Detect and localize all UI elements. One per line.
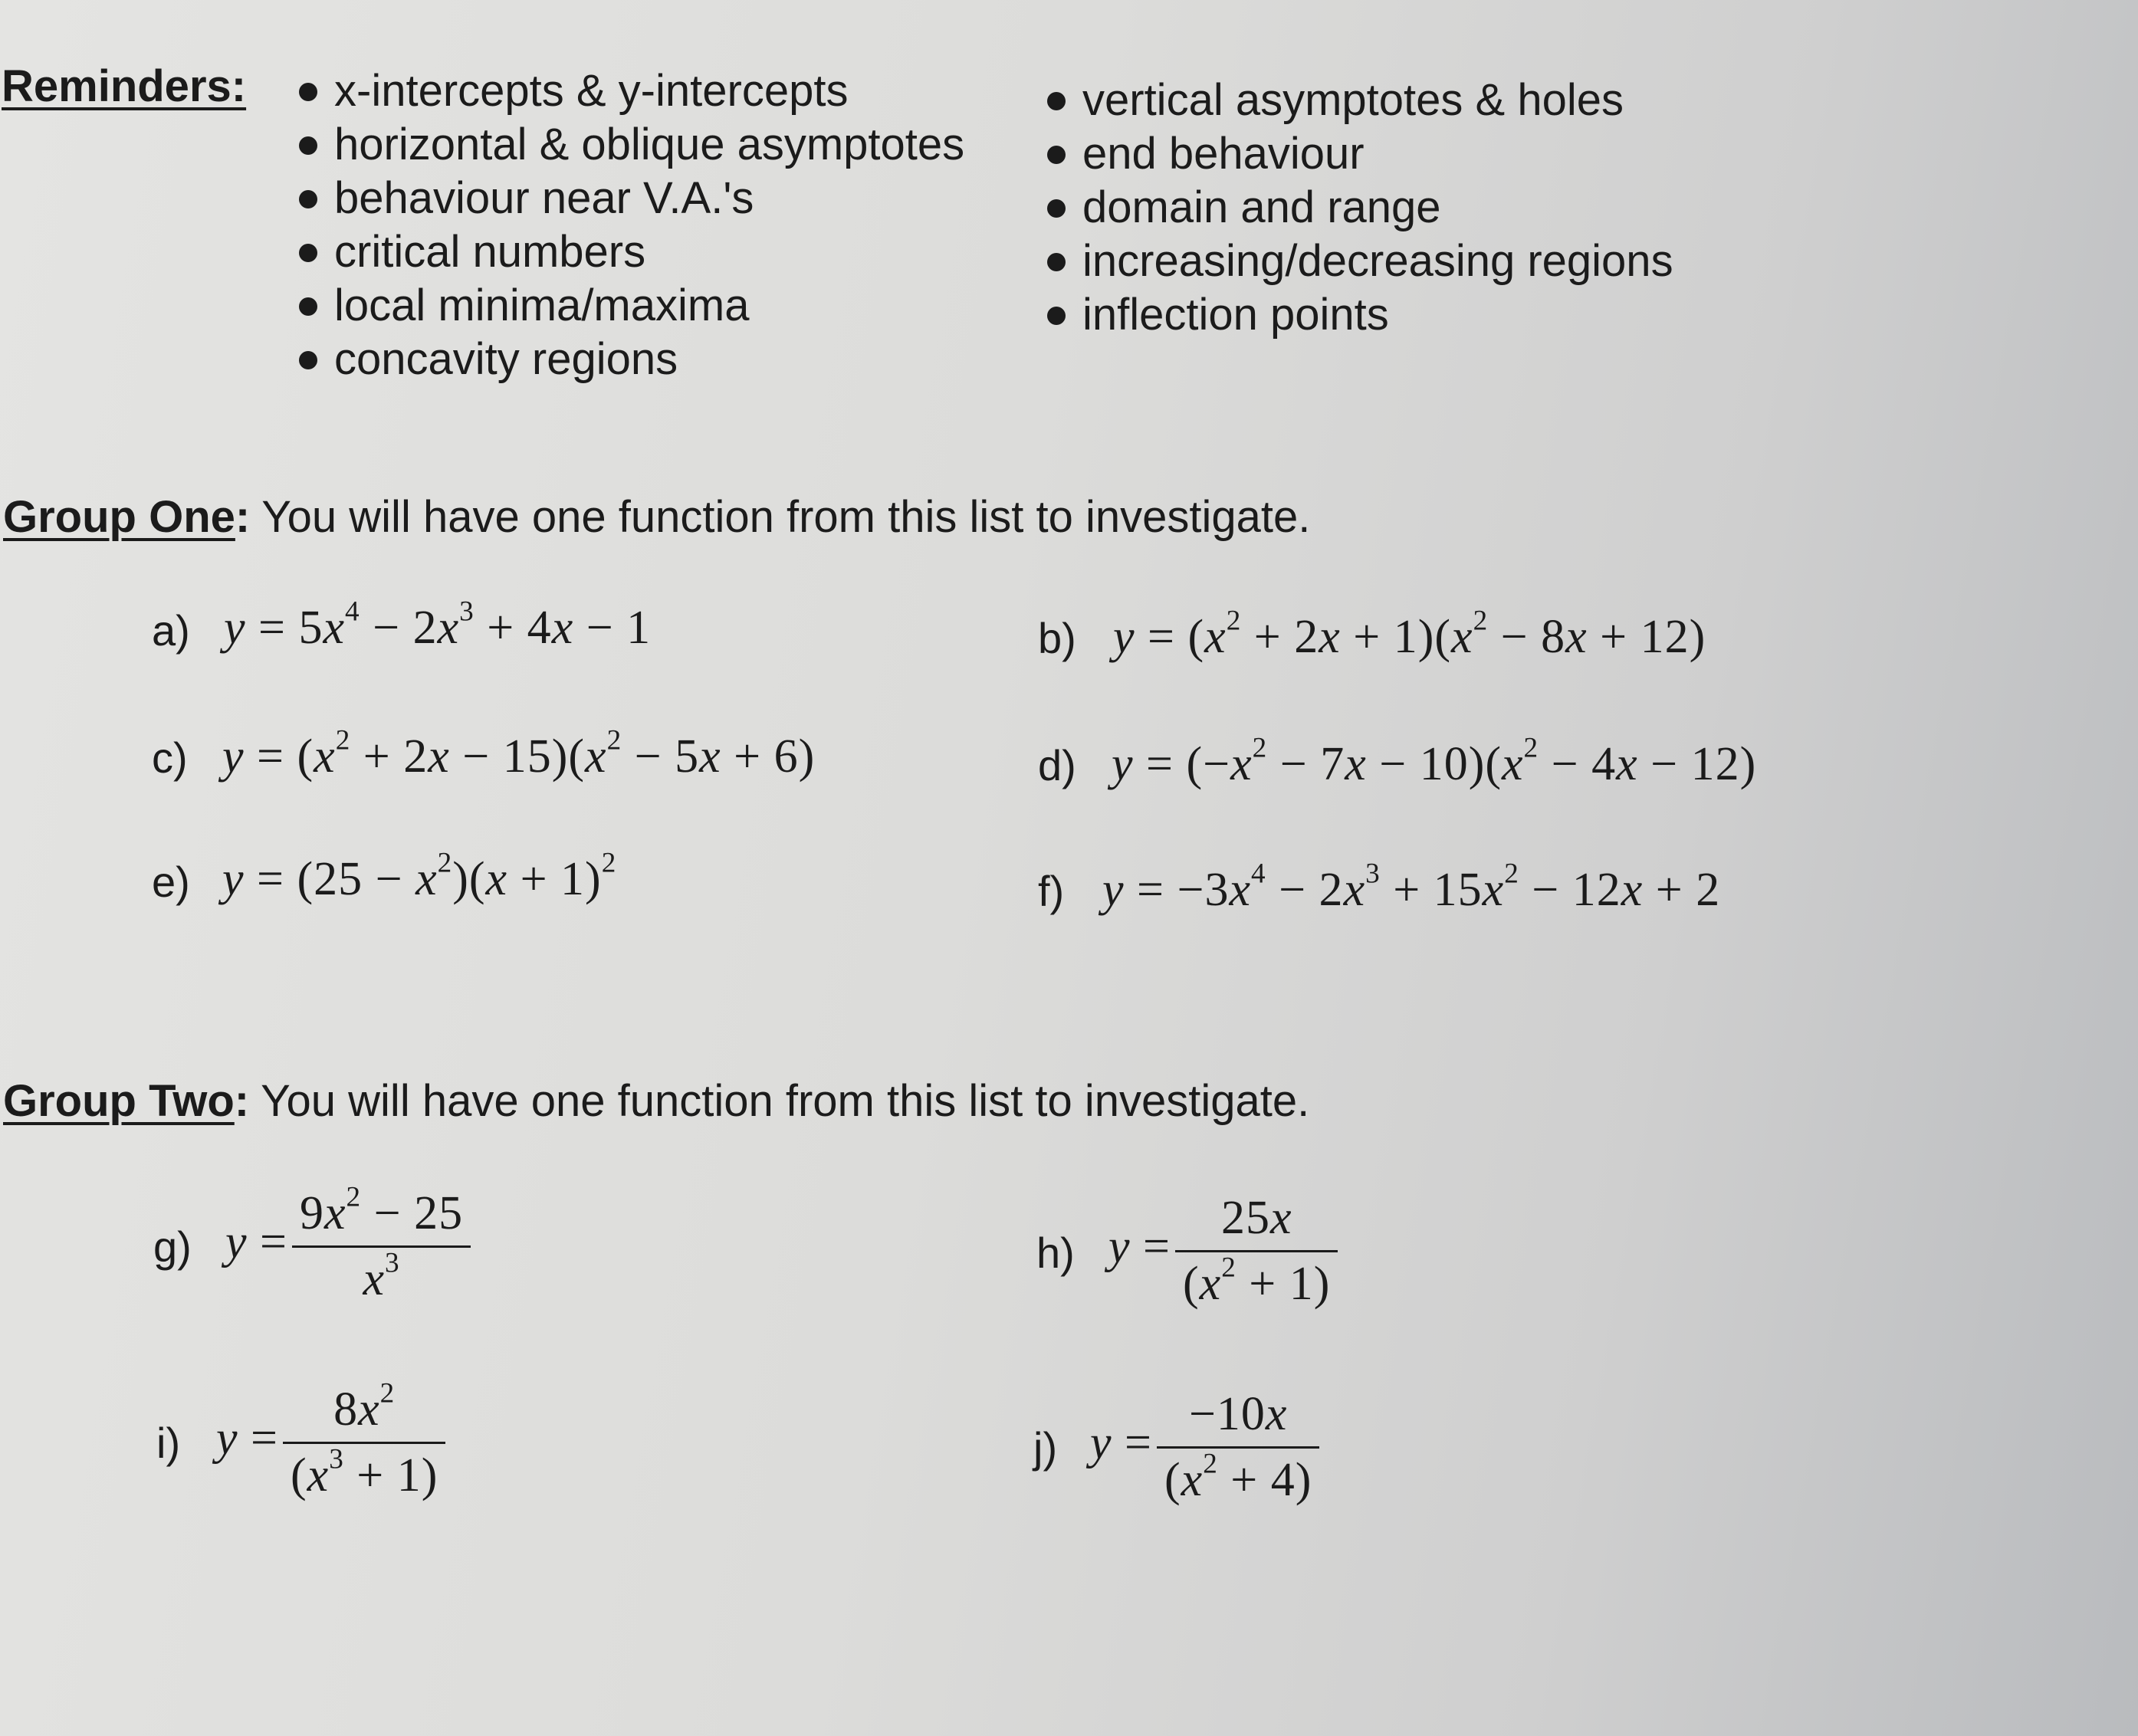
function-g: y = $\frac{9x^2 - 25}{x^3}$ — [225, 1186, 471, 1307]
bullet-icon — [1047, 92, 1066, 110]
function-a: $y = 5x^4 - 2x^3 + 4x - 1$ — [224, 596, 652, 654]
bullet-icon — [299, 83, 317, 101]
problem-label-a: a) — [152, 606, 190, 655]
bullet-icon — [299, 136, 317, 155]
bullet-icon — [299, 190, 317, 208]
function-h: y = $\frac{25x}{(x^2 + 1)}$ — [1108, 1191, 1338, 1311]
bullet-icon — [1047, 253, 1066, 271]
bullet-icon — [1047, 199, 1066, 218]
group-two-title: Group Two: You will have one function from this list to investigate. — [3, 1076, 1310, 1126]
bullet-icon — [1047, 307, 1066, 325]
problem-label-i: i) — [156, 1419, 181, 1467]
problem-label-d: d) — [1038, 741, 1076, 789]
problem-label-f: f) — [1038, 867, 1065, 915]
list-item: end behaviour — [1047, 127, 1673, 181]
list-item: vertical asymptotes & holes — [1047, 74, 1673, 127]
list-item: horizontal & oblique asymptotes — [299, 118, 964, 172]
function-b: $y = (x^2 + 2x + 1)(x^2 - 8x + 12)$ — [1113, 605, 1706, 663]
problem-label-g: g) — [153, 1222, 192, 1271]
bullet-icon — [299, 297, 317, 316]
function-j: y = $\frac{-10x}{(x^2 + 4)}$ — [1090, 1387, 1319, 1508]
list-item: critical numbers — [299, 225, 964, 279]
problem-label-e: e) — [152, 858, 190, 906]
problem-label-b: b) — [1038, 614, 1076, 662]
bullet-icon — [299, 351, 317, 369]
reminders-heading: Reminders: — [2, 61, 247, 111]
function-d: $y = (-x^2 - 7x - 10)(x^2 - 4x - 12)$ — [1112, 732, 1757, 790]
bullet-icon — [299, 244, 317, 262]
list-item: x-intercepts & y-intercepts — [299, 64, 964, 118]
problem-label-c: c) — [152, 733, 188, 782]
group-one-title: Group One: You will have one function from this list to investigate. — [3, 492, 1311, 542]
list-item: behaviour near V.A.'s — [299, 172, 964, 225]
function-c: $y = (x^2 + 2x - 15)(x^2 - 5x + 6)$ — [222, 724, 816, 783]
function-i: y = $\frac{8x^2}{(x^3 + 1)}$ — [216, 1383, 445, 1503]
list-item: concavity regions — [299, 333, 964, 386]
function-e: $y = (25 - x^2)(x + 1)^2$ — [222, 847, 617, 905]
list-item: local minima/maxima — [299, 279, 964, 333]
function-f: $y = -3x^4 - 2x^3 + 15x^2 - 12x + 2$ — [1102, 858, 1721, 916]
reminders-left-list — [299, 64, 964, 386]
list-item: domain and range — [1047, 181, 1673, 235]
bullet-icon — [1047, 146, 1066, 164]
problem-label-j: j) — [1033, 1423, 1058, 1472]
problem-label-h: h) — [1036, 1229, 1075, 1277]
group-two-heading: Group Two — [3, 1076, 235, 1126]
reminders-right-list — [1047, 74, 1673, 342]
list-item: increasing/decreasing regions — [1047, 235, 1673, 288]
group-two-intro: You will have one function from this list to investigate. — [261, 1076, 1310, 1126]
list-item: inflection points — [1047, 288, 1673, 342]
group-one-intro: You will have one function from this list to investigate. — [261, 492, 1311, 542]
group-one-heading: Group One — [3, 492, 235, 542]
